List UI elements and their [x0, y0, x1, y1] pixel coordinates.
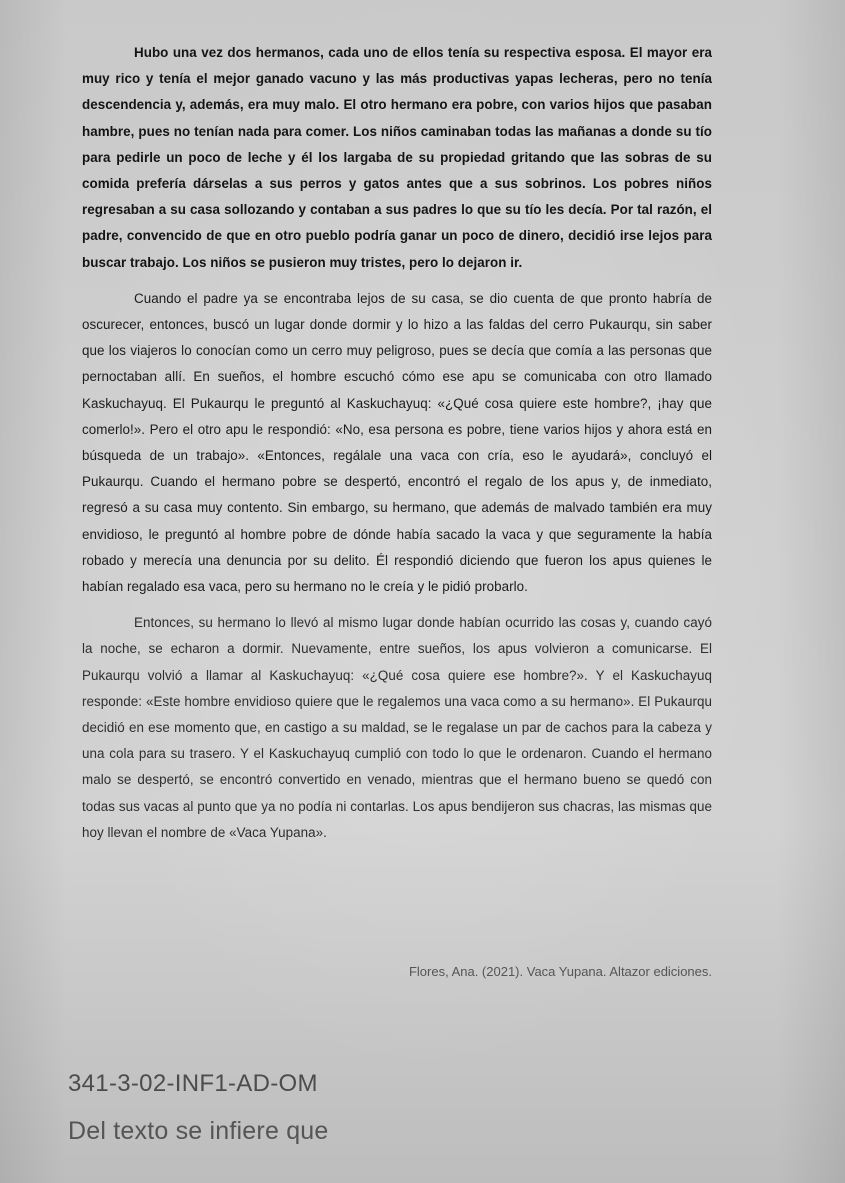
story-paragraph-3: Entonces, su hermano lo llevó al mismo lugar donde habían ocurrido las cosas y, cuando cayó la noche, se echaron a dormir. Nuevamente, entre sueños, los apus volvieron a comunicarse. El Pukaurqu volvió a llamar al Kaskuchayuq: «¿Qué cosa quiere ese hombre?». Y el Kaskuchayuq responde: «Este hombre envidioso quiere que le regalemos una vaca como a su hermano». El Pukaurqu decidió en ese momento que, en castigo a su maldad, se le regalase un par de cachos para la cabeza y una cola para su trasero. Y el Kaskuchayuq cumplió con todo lo que le ordenaron. Cuando el hermano malo se despertó, se encontró convertido en venado, mientras que el hermano bueno se quedó con todas sus vacas al punto que ya no podía ni contarlas. Los apus bendijeron sus chacras, las mismas que hoy llevan el nombre de «Vaca Yupana». — [82, 615, 712, 840]
story-text — [82, 40, 712, 856]
source-citation: Flores, Ana. (2021). Vaca Yupana. Altazor ediciones. — [408, 964, 712, 979]
story-paragraph-2: Cuando el padre ya se encontraba lejos de su casa, se dio cuenta de que pronto habría de oscurecer, entonces, buscó un lugar donde dormir y lo hizo a las faldas del cerro Pukaurqu, sin saber que los viajeros lo conocían como un cerro muy peligroso, pues se decía que comía a las personas que pernoctaban allí. En sueños, el hombre escuchó cómo ese apu se comunicaba con otro llamado Kaskuchayuq. El Pukaurqu le preguntó al Kaskuchayuq: «¿Qué cosa quiere este hombre?, ¡hay que comerlo!». Pero el otro apu le respondió: «No, esa persona es pobre, tiene varios hijos y ahora está en búsqueda de un trabajo». «Entonces, regálale una vaca con cría, eso le ayudará», concluyó el Pukaurqu. Cuando el hermano pobre se despertó, encontró el regalo de los apus y, de inmediato, regresó a su casa muy contento. Sin embargo, su hermano, que además de malvado también era muy envidioso, le preguntó al hombre pobre de dónde había sacado la vaca y que seguramente la había robado y merecía una denuncia por su delito. Él respondió diciendo que fueron los apus quienes le habían regalado esa vaca, pero su hermano no le creía y le pidió probarlo. — [82, 290, 712, 595]
question-prompt: Del texto se infiere que — [68, 1117, 329, 1145]
question-code: 341-3-02-INF1-AD-OM — [68, 1070, 318, 1097]
story-paragraph-1: Hubo una vez dos hermanos, cada uno de ellos tenía su respectiva esposa. El mayor era muy rico y tenía el mejor ganado vacuno y las más productivas yapas lecheras, pero no tenía descendencia y, además, era muy malo. El otro hermano era pobre, con varios hijos que pasaban hambre, pues no tenían nada para comer. Los niños caminaban todas las mañanas a donde su tío para pedirle un poco de leche y él los largaba de su propiedad gritando que las sobras de su comida prefería dárselas a sus perros y gatos antes que a sus sobrinos. Los pobres niños regresaban a su casa sollozando y contaban a sus padres lo que su tío les decía. Por tal razón, el padre, convencido de que en otro pueblo podría ganar un poco de dinero, decidió irse lejos para buscar trabajo. Los niños se pusieron muy tristes, pero lo dejaron ir. — [82, 45, 712, 270]
